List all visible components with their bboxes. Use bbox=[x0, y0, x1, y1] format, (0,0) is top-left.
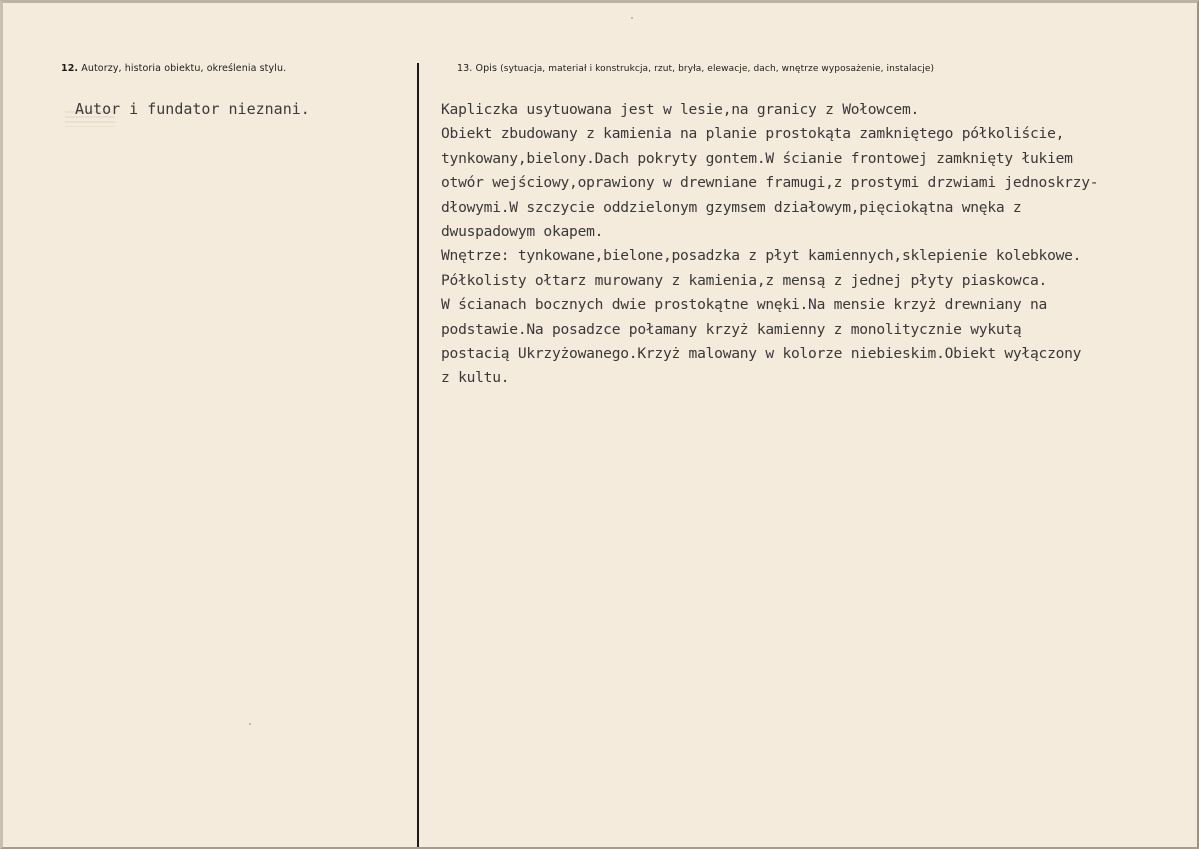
section-12-number: 12. bbox=[61, 63, 79, 74]
description-line: Obiekt zbudowany z kamienia na planie prostokąta zamkniętego półkoliście, bbox=[441, 125, 1065, 143]
paper-speck bbox=[631, 17, 633, 19]
description-line: postacią Ukrzyżowanego.Krzyż malowany w kolorze niebieskim.Obiekt wyłączony bbox=[441, 344, 1082, 362]
column-divider bbox=[417, 63, 419, 849]
description-text bbox=[441, 98, 1098, 391]
description-line: Półkolisty ołtarz murowany z kamienia,z mensą z jednej płyty piaskowca. bbox=[441, 271, 1048, 289]
description-line: Kapliczka usytuowana jest w lesie,na granicy z Wołowcem. bbox=[441, 101, 920, 118]
description-line: dwuspadowym okapem. bbox=[441, 222, 604, 240]
description-line: podstawie.Na posadzce połamany krzyż kamienny z monolitycznie wykutą bbox=[441, 320, 1022, 338]
description-line: W ścianach bocznych dwie prostokątne wnęki.Na mensie krzyż drewniany na bbox=[441, 296, 1048, 314]
section-13-title: Opis bbox=[475, 63, 498, 74]
right-column bbox=[421, 3, 1199, 847]
paper-speck bbox=[249, 723, 251, 725]
description-line: Wnętrze: tynkowane,bielone,posadzka z płyt kamiennych,sklepienie kolebkowe. bbox=[441, 247, 1082, 265]
left-column bbox=[3, 3, 418, 847]
section-13-subtitle: (sytuacja, materiał i konstrukcja, rzut, bryła, elewacje, dach, wnętrze wyposażenie, instalacje) bbox=[500, 64, 935, 74]
description-line: otwór wejściowy,oprawiony w drewniane framugi,z prostymi drzwiami jednoskrzy- bbox=[441, 174, 1099, 192]
description-line: tynkowany,bielony.Dach pokryty gontem.W ścianie frontowej zamknięty łukiem bbox=[441, 149, 1073, 167]
description-line: dłowymi.W szczycie oddzielonym gzymsem działowym,pięciokątna wnęka z bbox=[441, 198, 1022, 216]
section-12-heading bbox=[61, 63, 286, 74]
section-12-title: Autorzy, historia obiektu, określenia stylu. bbox=[81, 63, 287, 74]
description-line: z kultu. bbox=[441, 369, 510, 387]
authors-text: Autor i fundator nieznani. bbox=[75, 100, 310, 118]
section-13-heading bbox=[457, 63, 934, 74]
section-13-number: 13. bbox=[457, 63, 473, 74]
